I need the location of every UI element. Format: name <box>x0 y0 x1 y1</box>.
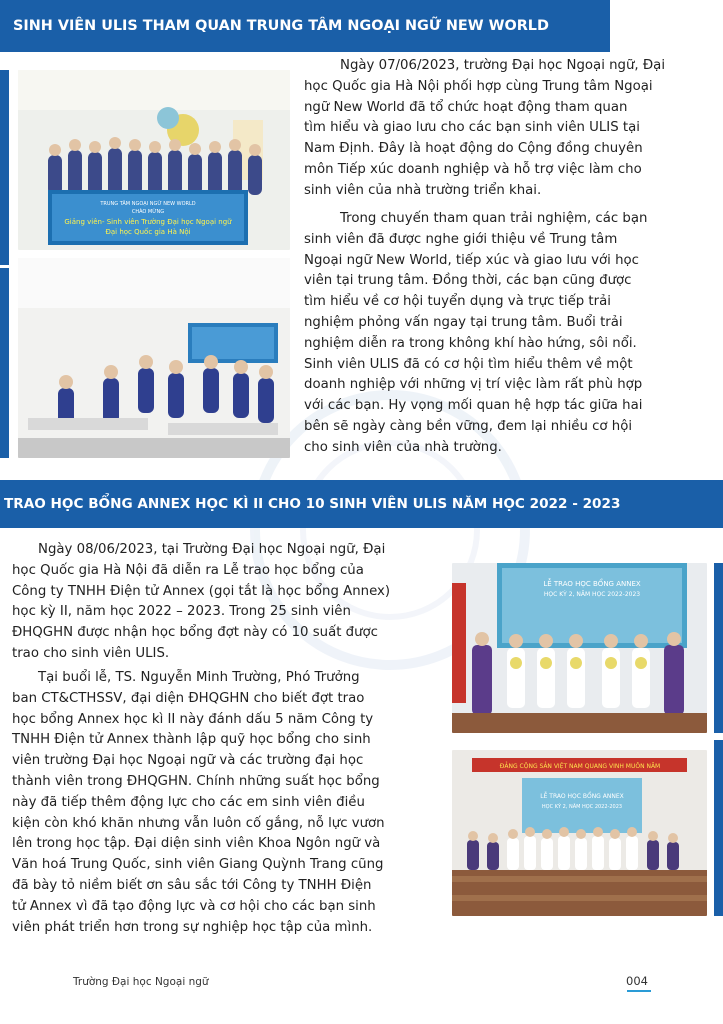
text-line: viên phát triển hơn trong sự nghiệp học tập của mình. <box>12 919 373 935</box>
text-line: Ngoại ngữ New World, tiếp xúc và giao lưu với học <box>304 252 639 268</box>
text-line: bên sẽ ngày càng bền vững, đem lại nhiều cơ hội <box>304 418 633 434</box>
text-line: kiện còn khó khăn nhưng vẫn luôn cố gắng, nỗ lực vươn <box>12 815 385 831</box>
text-line: thành viên trong ĐHQGHN. Chính những suất học bổng <box>12 773 380 789</box>
text-line: môn Tiếp xúc doanh nghiệp và hỗ trợ việc làm cho <box>304 161 642 177</box>
section2-paragraph-2 <box>12 668 434 938</box>
text-line: học Quốc gia Hà Nội đã diễn ra Lễ trao học bổng của <box>12 562 364 578</box>
section2-heading-banner <box>0 480 723 528</box>
text-line: Ngày 08/06/2023, tại Trường Đại học Ngoại ngữ, Đại <box>38 542 386 557</box>
text-line: Ngày 07/06/2023, trường Đại học Ngoại ngữ, Đại <box>340 58 666 73</box>
photo1-banner-line: CHÀO MỪNG <box>131 209 165 215</box>
section1-paragraph-2 <box>304 209 700 459</box>
edge-accent-bar <box>714 563 723 733</box>
text-line: trao cho sinh viên ULIS. <box>12 645 170 661</box>
section2-heading: TRAO HỌC BỔNG ANNEX HỌC KÌ II CHO 10 SINH VIÊN ULIS NĂM HỌC 2022 - 2023 <box>4 496 621 512</box>
text-line: viên trường Đại học Ngoại ngữ và các trường đại học <box>12 753 364 769</box>
text-line: này đã tiếp thêm động lực cho các em sinh viên điều <box>12 794 365 810</box>
page-number-underline <box>627 990 651 992</box>
text-line: ban CT&CTHSSV, đại diện ĐHQGHN cho biết đợt trao <box>12 690 365 706</box>
photo-banner-line: HỌC KỲ 2, NĂM HỌC 2022-2023 <box>541 804 623 810</box>
text-line: tử Annex vì đã tạo động lực và cơ hội cho các bạn sinh <box>12 898 376 914</box>
text-line: ĐHQGHN được nhận học bổng đợt này có 10 suất được <box>12 625 378 641</box>
photo1-banner-line: TRUNG TÂM NGOẠI NGỮ NEW WORLD <box>100 201 196 207</box>
photo1-banner-line: Đại học Quốc gia Hà Nội <box>105 228 191 236</box>
text-line: Văn hoá Trung Quốc, sinh viên Giang Quỳnh Trang cũng <box>12 857 384 873</box>
text-line: cho sinh viên của nhà trường. <box>304 439 502 455</box>
photo-banner-line: LỄ TRAO HỌC BỔNG ANNEX <box>540 793 624 800</box>
photo-banner-line: ĐẢNG CỘNG SẢN VIỆT NAM QUANG VINH MUÔN NĂM <box>499 763 661 770</box>
photo-banner-line: HỌC KỲ 2, NĂM HỌC 2022-2023 <box>543 591 641 598</box>
text-line: TNHH Điện tử Annex thành lập quỹ học bổng cho sinh <box>12 732 371 748</box>
text-line: học bổng Annex học kì II này đánh dấu 5 năm Công ty <box>12 711 374 727</box>
text-line: Công ty TNHH Điện tử Annex (gọi tắt là học bổng Annex) <box>12 583 391 599</box>
edge-accent-bar <box>0 70 9 265</box>
photo1-banner-line: Giảng viên- Sinh viên Trường Đại học Ngoại ngữ <box>64 218 232 226</box>
page-number: 004 <box>626 974 648 988</box>
photo-group-new-world <box>18 70 290 250</box>
text-line: sinh viên của nhà trường triển khai. <box>304 182 542 198</box>
text-line: học kỳ II, năm học 2022 – 2023. Trong 25 sinh viên <box>12 604 351 620</box>
text-line: Nam Định. Đây là hoạt động do Cộng đồng chuyên <box>304 141 643 157</box>
edge-accent-bar <box>714 740 723 916</box>
section1-heading-banner <box>0 0 610 52</box>
text-line: sinh viên đã được nghe giới thiệu về Trung tâm <box>304 231 618 247</box>
text-line: với các bạn. Hy vọng mối quan hệ hợp tác giữa hai <box>304 398 643 414</box>
photo-annex-group <box>452 750 707 916</box>
text-line: lên trong học tập. Đại diện sinh viên Khoa Ngôn ngữ và <box>12 836 381 852</box>
text-line: học Quốc gia Hà Nội phối hợp cùng Trung tâm Ngoại <box>304 78 653 94</box>
photo-banner-line: LỄ TRAO HỌC BỔNG ANNEX <box>543 580 641 588</box>
text-line: Tại buổi lễ, TS. Nguyễn Minh Trường, Phó Trưởng <box>38 670 360 685</box>
text-line: doanh nghiệp với những vị trí việc làm rất phù hợp <box>304 377 643 393</box>
text-line: tìm hiểu về cơ hội tuyển dụng và trực tiếp trải <box>304 294 611 310</box>
section1-heading: SINH VIÊN ULIS THAM QUAN TRUNG TÂM NGOẠI NGỮ NEW WORLD <box>13 18 549 34</box>
text-line: nghiệm diễn ra trong không khí hào hứng, sôi nổi. <box>304 335 637 351</box>
text-line: Sinh viên ULIS đã có cơ hội tìm hiểu thêm về một <box>304 356 633 372</box>
section1-paragraph-1 <box>304 56 700 202</box>
text-line: tìm hiểu và giao lưu cho các bạn sinh viên ULIS tại <box>304 120 640 136</box>
photo-classroom-interview <box>18 258 290 458</box>
footer-school-name: Trường Đại học Ngoại ngữ <box>73 976 209 988</box>
edge-accent-bar <box>0 268 9 458</box>
text-line: nghiệm phỏng vấn ngay tại trung tâm. Buổi trải <box>304 314 623 330</box>
section2-paragraph-1 <box>12 540 434 665</box>
photo-annex-award-ceremony <box>452 563 707 733</box>
text-line: viên tại trung tâm. Đồng thời, các bạn cũng được <box>304 273 632 289</box>
text-line: ngữ New World đã tổ chức hoạt động tham quan <box>304 99 628 115</box>
text-line: đã bày tỏ niềm biết ơn sâu sắc tới Công ty TNHH Điện <box>12 877 372 893</box>
text-line: Trong chuyến tham quan trải nghiệm, các bạn <box>340 211 648 226</box>
